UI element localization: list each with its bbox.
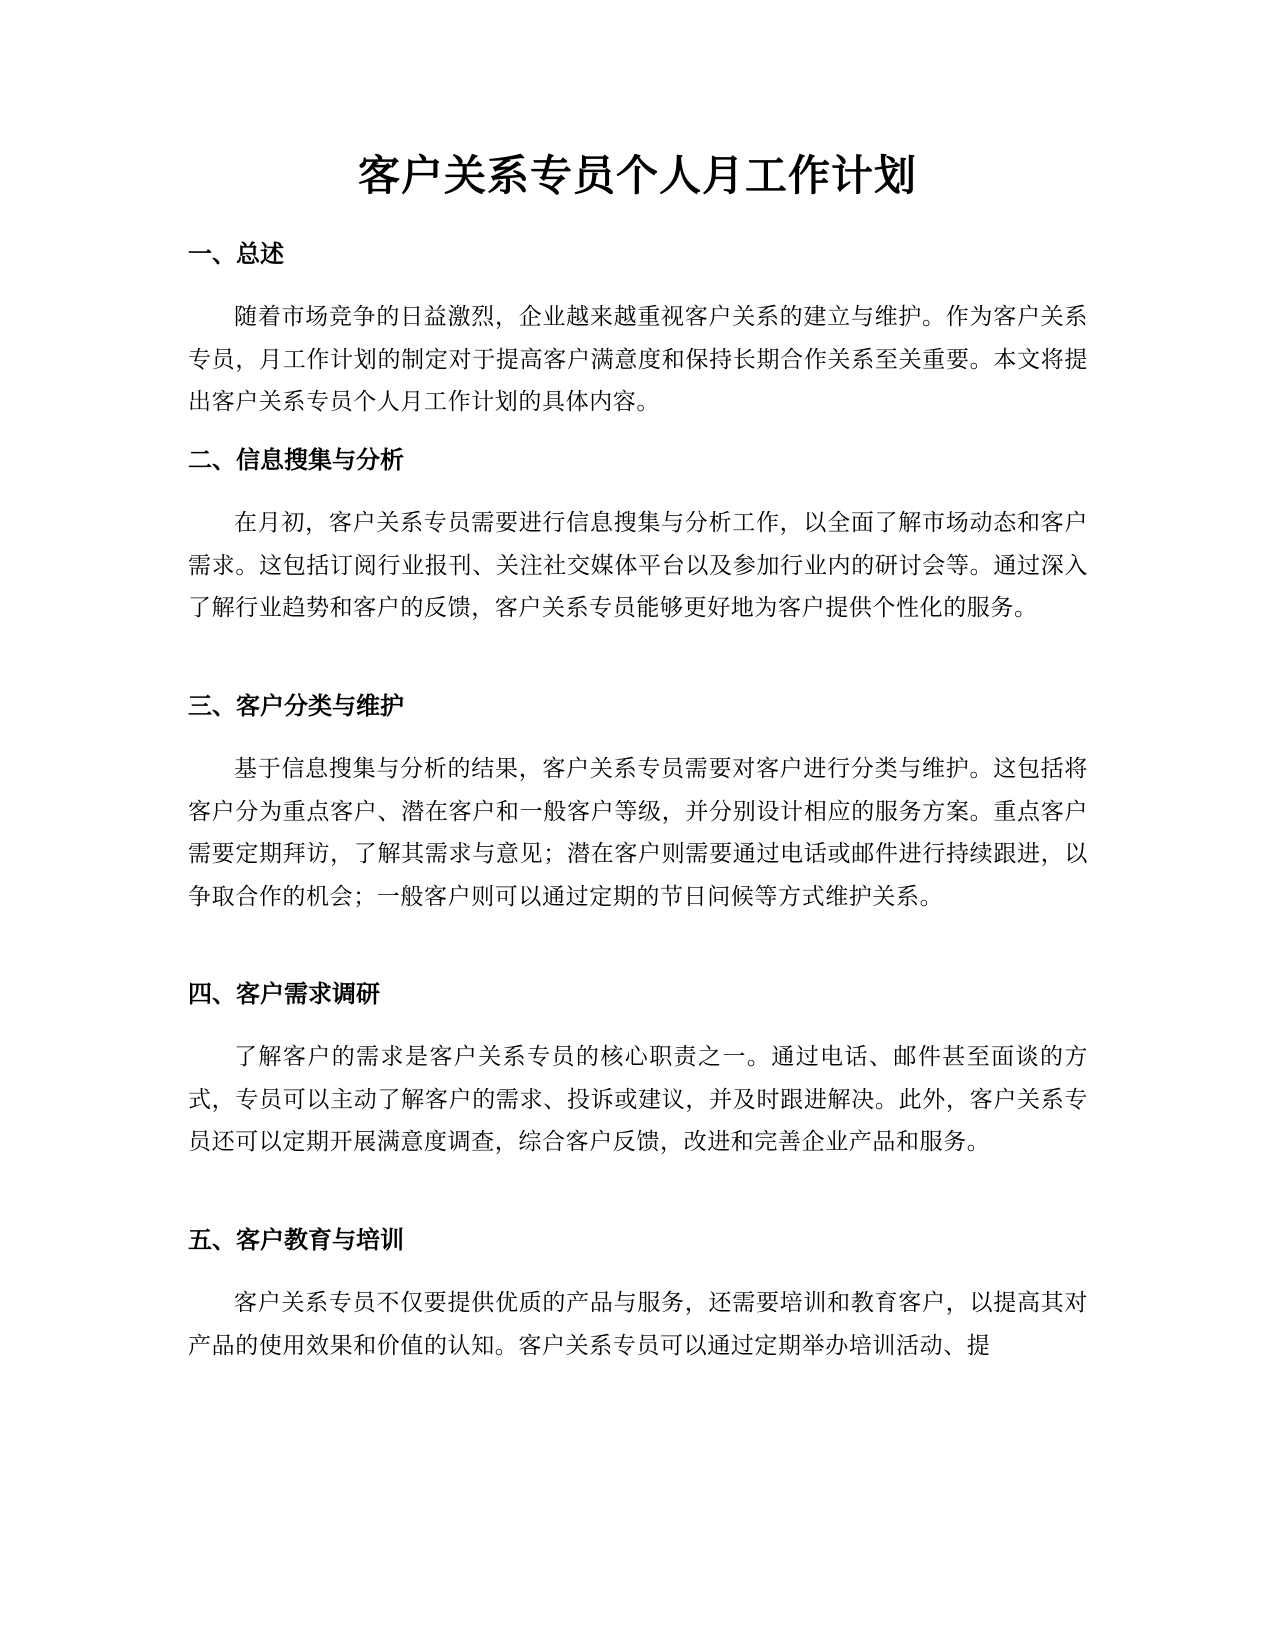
section-body-classification: 基于信息搜集与分析的结果，客户关系专员需要对客户进行分类与维护。这包括将客户分为重点客户、潜在客户和一般客户等级，并分别设计相应的服务方案。重点客户需要定期拜访，了解其需求与意见；潜在客户则需要通过电话或邮件进行持续跟进，以争取合作的机会；一般客户则可以通过定期的节日问候等方式维护关系。 (188, 756, 1088, 910)
section-body-education: 客户关系专员不仅要提供优质的产品与服务，还需要培训和教育客户，以提高其对产品的使用效果和价值的认知。客户关系专员可以通过定期举办培训活动、提 (188, 1290, 1088, 1359)
page-title: 客户关系专员个人月工作计划 (357, 151, 917, 200)
section-heading-needs-research: 四、客户需求调研 (188, 980, 380, 1008)
section-heading-overview: 一、总述 (188, 240, 284, 268)
section-heading-classification: 三、客户分类与维护 (188, 692, 404, 720)
section-heading-education: 五、客户教育与培训 (188, 1226, 404, 1254)
section-body-info-collection: 在月初，客户关系专员需要进行信息搜集与分析工作，以全面了解市场动态和客户需求。这包括订阅行业报刊、关注社交媒体平台以及参加行业内的研讨会等。通过深入了解行业趋势和客户的反馈，客户关系专员能够更好地为客户提供个性化的服务。 (188, 510, 1088, 621)
section-body-needs-research: 了解客户的需求是客户关系专员的核心职责之一。通过电话、邮件甚至面谈的方式，专员可以主动了解客户的需求、投诉或建议，并及时跟进解决。此外，客户关系专员还可以定期开展满意度调查，综合客户反馈，改进和完善企业产品和服务。 (188, 1044, 1088, 1155)
section-body-overview: 随着市场竞争的日益激烈，企业越来越重视客户关系的建立与维护。作为客户关系专员，月工作计划的制定对于提高客户满意度和保持长期合作关系至关重要。本文将提出客户关系专员个人月工作计划的具体内容。 (188, 304, 1088, 415)
section-heading-info-collection: 二、信息搜集与分析 (188, 446, 404, 474)
